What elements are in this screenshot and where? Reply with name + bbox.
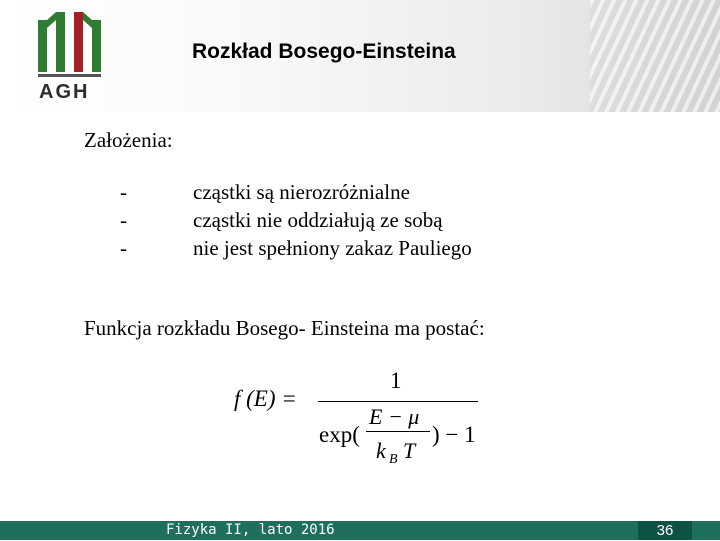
- footer-course: Fizyka II, lato 2016: [166, 522, 335, 538]
- bullet-text: cząstki nie oddziałują ze sobą: [193, 208, 443, 232]
- header-decoration: [590, 0, 720, 112]
- bullet-marker: -: [120, 236, 127, 260]
- formula-lhs: f (E) =: [234, 386, 297, 411]
- bullet-marker: -: [120, 180, 127, 204]
- assumptions-label: Założenia:: [84, 128, 173, 152]
- function-label: Funkcja rozkładu Bosego- Einsteina ma postać:: [84, 316, 485, 340]
- formula-exp: exp(: [319, 422, 360, 447]
- bullet-text: nie jest spełniony zakaz Pauliego: [193, 236, 472, 260]
- inner-denominator-t: T: [403, 438, 416, 463]
- logo-text: AGH: [39, 81, 90, 103]
- bullet-marker: -: [120, 208, 127, 232]
- inner-denominator-k: k: [376, 438, 386, 463]
- inner-denominator-sub: B: [389, 452, 398, 467]
- inner-numerator: E − μ: [369, 404, 420, 429]
- slide-title: Rozkład Bosego-Einsteina: [192, 40, 456, 63]
- inner-fraction-bar: [366, 431, 430, 432]
- bullet-text: cząstki są nierozróżnialne: [193, 180, 410, 204]
- page-number: 36: [638, 521, 692, 540]
- footer-bar: [0, 521, 720, 540]
- bose-einstein-formula: [226, 364, 486, 474]
- main-fraction-bar: [318, 401, 478, 402]
- formula-numerator: 1: [390, 368, 402, 393]
- formula-close: ) − 1: [432, 422, 476, 447]
